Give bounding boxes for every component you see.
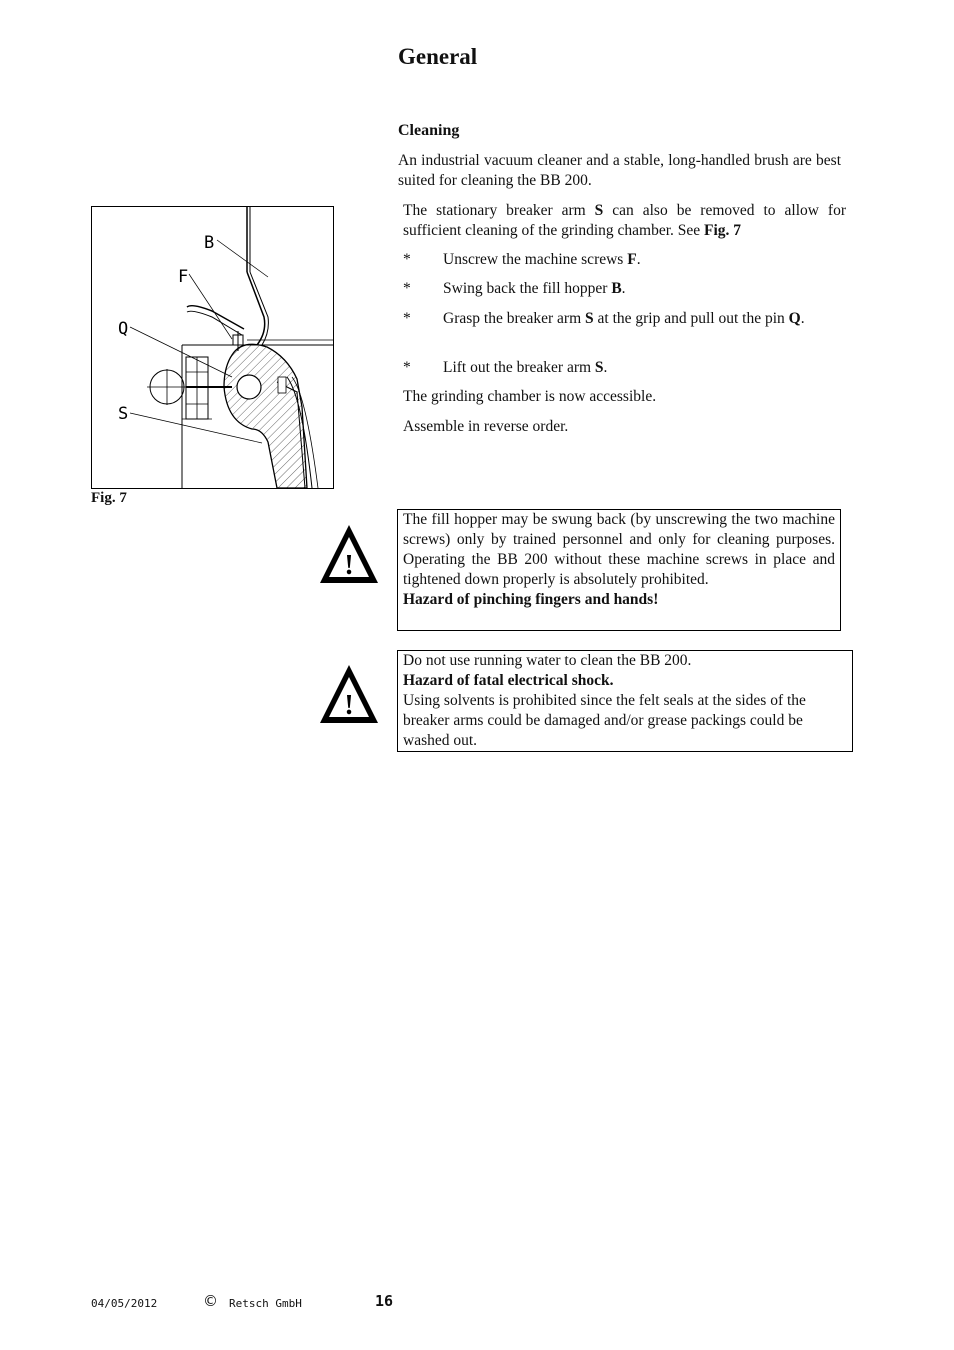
list-item-text [443,358,843,378]
warning-text: The fill hopper may be swung back (by unscrewing the two machine screws) only by trained personnel and only for cleaning purposes. Operating the BB 200 without these machine screws in place and tightened down properly is absolutely prohibited. [403,511,835,588]
bold-letter: Q [788,310,801,327]
text-run: can also be removed to allow for sufficient cleaning of the grinding chamber. See [403,202,846,239]
label-Q: Q [118,319,129,339]
text-run: at the grip and pull out the pin [593,310,789,327]
warning-triangle-icon [317,522,381,586]
bullet: * [403,310,411,327]
label-S: S [118,404,129,424]
chamber-accessible-text: The grinding chamber is now accessible. [403,388,657,405]
text-run: Swing back the fill hopper [443,280,612,297]
reassemble-text: Assemble in reverse order. [403,418,569,435]
warning-triangle-icon [317,662,381,726]
warning-triangle-svg [317,662,381,726]
bold-S: S [594,202,604,219]
hazard-text: Hazard of fatal electrical shock. [403,672,614,689]
footer-company: Retsch GmbH [229,1297,302,1310]
section-heading-cleaning: Cleaning [398,122,460,139]
label-B: B [204,233,215,253]
bold-letter: F [627,251,637,268]
warning-triangle-svg [317,522,381,586]
exclamation-icon: ! [344,550,354,581]
bold-letter: S [585,310,594,327]
breaker-arm-removal-text [403,201,846,241]
bullet: * [403,280,411,297]
figure-reference: Fig. 7 [704,222,742,239]
text-run: . [603,359,608,376]
text-run: . [800,310,805,327]
figure-caption: Fig. 7 [91,490,127,506]
label-F: F [178,267,189,287]
warning-line: Do not use running water to clean the BB 200. [403,652,692,669]
cleaning-intro: An industrial vacuum cleaner and a stable, long-handled brush are best suited for cleaning the BB 200. [398,152,841,189]
warning-box-pinching [397,509,841,631]
bullet: * [403,251,411,268]
warning-box-electrical [397,650,853,752]
text-run: Lift out the breaker arm [443,359,595,376]
list-item-text [443,309,843,329]
bullet: * [403,359,411,376]
text-run: . [621,280,626,297]
page-number: 16 [375,1292,394,1310]
breaker-arm-diagram [92,207,333,488]
text-run: The stationary breaker arm [403,202,595,219]
figure-7-drawing [91,206,334,489]
page-title: General [398,44,478,69]
list-item-text [443,279,843,299]
text-run: Grasp the breaker arm [443,310,586,327]
hazard-text: Hazard of pinching fingers and hands! [403,591,659,608]
exclamation-icon: ! [344,690,354,721]
bold-letter: S [594,359,604,376]
list-item-text [443,250,843,270]
text-run: Unscrew the machine screws [443,251,628,268]
text-run: . [636,251,641,268]
bold-letter: B [611,280,622,297]
warning-text: Using solvents is prohibited since the felt seals at the sides of the breaker arms could be damaged and/or grease packings could be washed out. [403,692,806,749]
copyright-icon: © [203,1292,218,1310]
footer-date: 04/05/2012 [91,1297,158,1310]
